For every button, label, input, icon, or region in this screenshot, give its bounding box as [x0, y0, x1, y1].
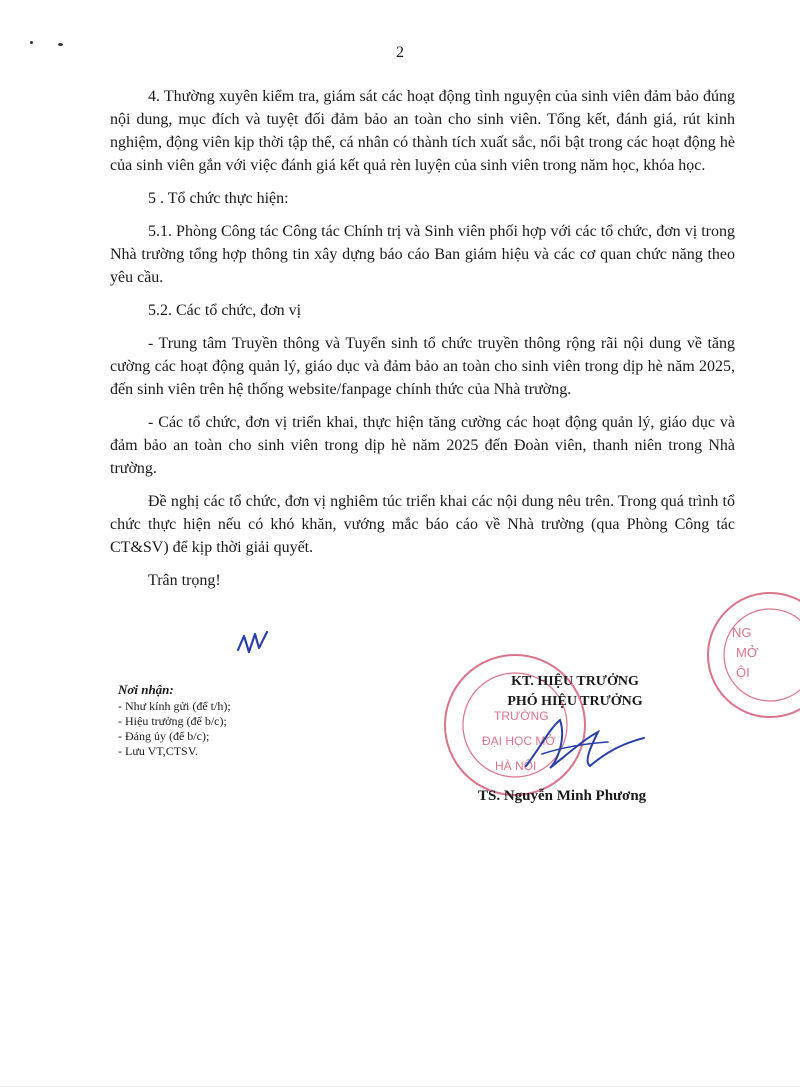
svg-text:ỘI: ỘI: [736, 665, 750, 680]
paragraph-units: - Các tổ chức, đơn vị triển khai, thực hiện tăng cường các hoạt động quản lý, giáo dục và đảm bảo an toàn cho sinh viên trong dịp hè năm 2025 đến Đoàn viên, thanh niên trong Nhà trường.: [110, 414, 735, 477]
section-heading-5-2: 5.2. Các tổ chức, đơn vị: [148, 302, 302, 319]
svg-text:ĐẠI HỌC MỞ: ĐẠI HỌC MỞ: [482, 734, 556, 748]
signature-block: [470, 672, 680, 712]
signer-name: TS. Nguyễn Minh Phương: [478, 788, 647, 804]
svg-text:NG: NG: [732, 625, 752, 640]
section-heading-5: 5 . Tổ chức thực hiện:: [148, 190, 289, 207]
handwritten-signature: [520, 708, 650, 788]
svg-text:TRƯỜNG: TRƯỜNG: [494, 709, 549, 723]
closing-greeting: Trân trọng!: [148, 572, 221, 589]
paragraph-request: Đề nghị các tổ chức, đơn vị nghiêm túc triển khai các nội dung nêu trên. Trong quá trình tổ chức thực hiện nếu có khó khăn, vướng mắc báo cáo về Nhà trường (qua Phòng Công tác CT&SV) để kịp thời giải quyết.: [110, 493, 735, 556]
page-number: 2: [396, 44, 404, 61]
recipient-item: - Hiệu trưởng (để b/c);: [118, 714, 227, 728]
signer-title-2: PHÓ HIỆU TRƯỞNG: [507, 694, 643, 709]
recipient-item: - Lưu VT,CTSV.: [118, 744, 198, 758]
document-body: [110, 85, 735, 602]
svg-text:HÀ NỘI: HÀ NỘI: [495, 759, 537, 773]
scan-edge-line: [0, 1086, 800, 1087]
signer-title-1: KT. HIỆU TRƯỞNG: [511, 674, 639, 689]
recipients-list: [118, 682, 231, 759]
partial-seal-stamp: [690, 585, 800, 725]
recipients-heading: Nơi nhận:: [118, 682, 174, 697]
recipient-item: - Đảng ủy (để b/c);: [118, 729, 210, 743]
recipient-item: - Như kính gửi (để t/h);: [118, 699, 231, 713]
paragraph-5-1: 5.1. Phòng Công tác Công tác Chính trị và Sinh viên phối hợp với các tổ chức, đơn vị trong Nhà trường tổng hợp thông tin xây dựng báo cáo Ban giám hiệu và các cơ quan chức năng theo yêu cầu.: [110, 223, 735, 286]
initials-mark: [236, 628, 272, 658]
paragraph-communications: - Trung tâm Truyền thông và Tuyển sinh tổ chức truyền thông rộng rãi nội dung về tăng cường các hoạt động quản lý, giáo dục và đảm bảo an toàn cho sinh viên trong dịp hè năm 2025, đến sinh viên trên hệ thống website/fanpage chính thức của Nhà trường.: [110, 335, 735, 398]
paragraph-item-4: 4. Thường xuyên kiểm tra, giám sát các hoạt động tình nguyện của sinh viên đảm bảo đúng nội dung, mục đích và tuyệt đối đảm bảo an toàn cho sinh viên. Tổng kết, đánh giá, rút kinh nghiệm, động viên kịp thời tập thể, cá nhân có thành tích xuất sắc, nổi bật trong các hoạt động hè của sinh viên gắn với việc đánh giá kết quả rèn luyện của sinh viên trong năm học, khóa học.: [110, 88, 735, 174]
svg-text:MỞ: MỞ: [736, 645, 758, 660]
